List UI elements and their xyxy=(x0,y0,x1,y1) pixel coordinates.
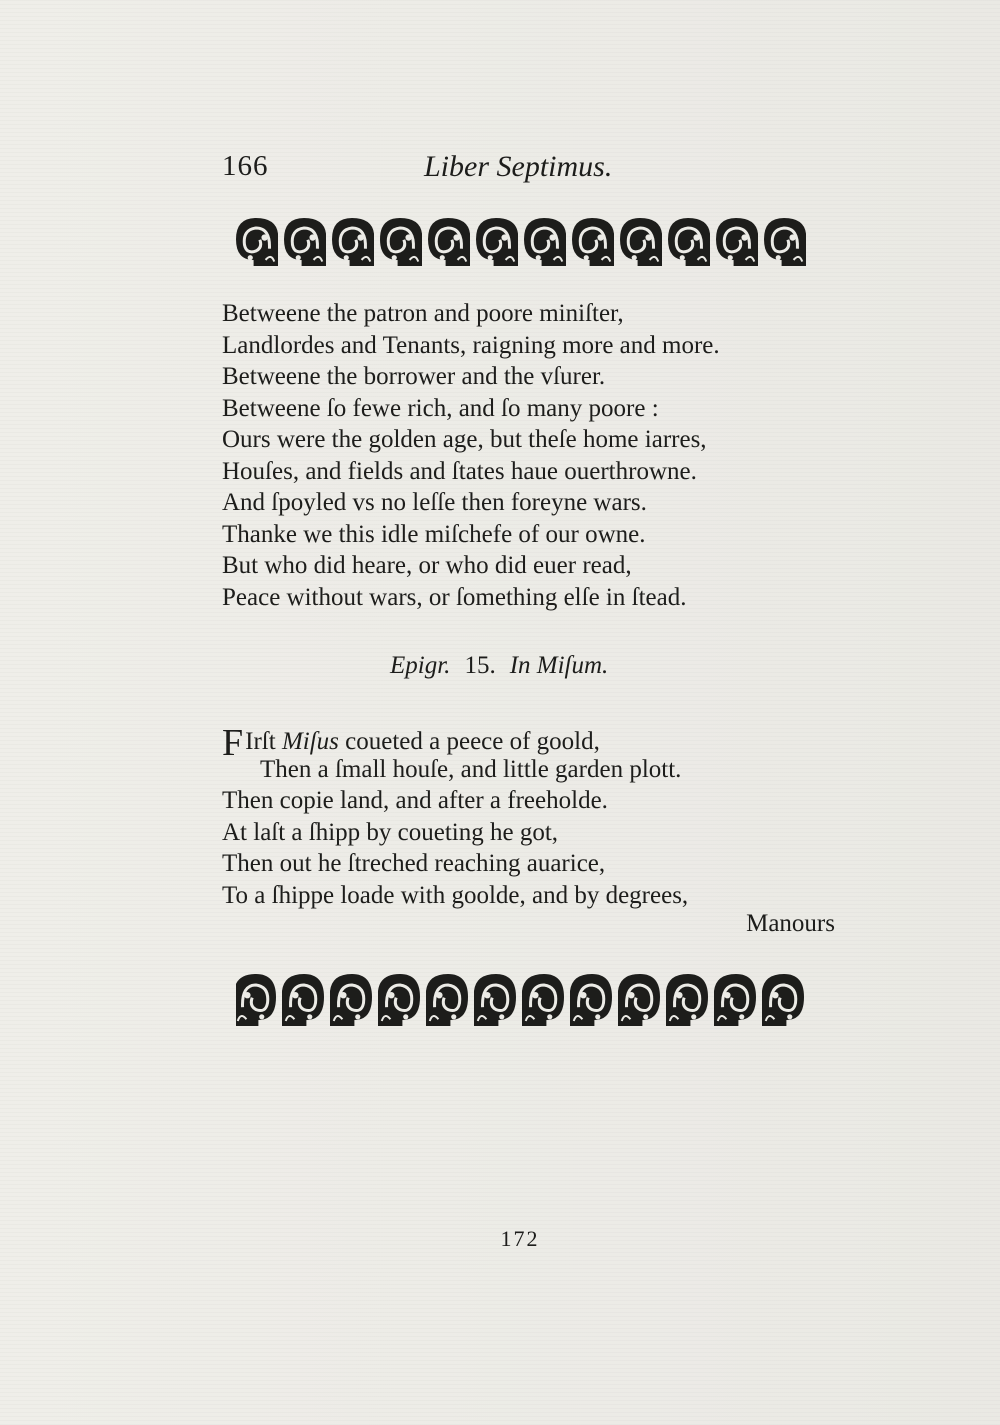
ornament-scroll xyxy=(762,974,804,1026)
epigram-number: 15. xyxy=(464,652,496,679)
verse-line: Landlordes and Tenants, raigning more and more. xyxy=(222,331,720,359)
ornament-scrolls-top xyxy=(236,218,806,266)
ornament-scroll xyxy=(428,218,470,266)
verse-line: And ſpoyled vs no leſſe then foreyne wars. xyxy=(222,489,647,516)
ornament-scroll xyxy=(236,218,278,266)
ornament-scroll xyxy=(716,218,758,266)
verse-line-first xyxy=(222,722,688,764)
ornament-scroll xyxy=(524,218,566,266)
ornament-scroll xyxy=(474,974,516,1026)
ornament-scroll xyxy=(620,218,662,266)
ornament-scroll xyxy=(330,974,372,1026)
running-title: Liber Septimus. xyxy=(424,150,613,183)
verse-line: But who did heare, or who did euer read, xyxy=(222,552,632,579)
ornament-scroll xyxy=(476,218,518,266)
stanza-2 xyxy=(222,722,688,911)
first-line-name: Miſus xyxy=(281,728,339,755)
verse-line: Thanke we this idle miſchefe of our owne. xyxy=(222,520,646,548)
ornament-scroll xyxy=(332,218,374,266)
page-number-top: 166 xyxy=(222,150,269,182)
ornament-scroll xyxy=(764,218,806,266)
ornament-scroll xyxy=(618,974,660,1026)
verse-line: Betweene the borrower and the vſurer. xyxy=(222,363,606,390)
page-number-bottom: 172 xyxy=(500,1226,540,1251)
ornament-scroll xyxy=(666,974,708,1026)
verse-line: Then a ſmall houſe, and little garden plott. xyxy=(260,755,682,783)
epigram-subject: In Miſum. xyxy=(509,652,609,679)
verse-line: Betweene ſo fewe rich, and ſo many poore : xyxy=(222,394,659,422)
ornament-scroll xyxy=(282,974,324,1026)
epigram-label: Epigr. xyxy=(390,652,451,679)
verse-line: To a ſhippe loade with goolde, and by degrees, xyxy=(222,881,689,909)
stanza-1 xyxy=(222,298,720,613)
verse-line: Ours were the golden age, but theſe home iarres, xyxy=(222,426,707,453)
ornament-scroll xyxy=(714,974,756,1026)
verse-line: Peace without wars, or ſomething elſe in ſtead. xyxy=(222,583,687,611)
catchword: Manours xyxy=(746,910,835,937)
running-head xyxy=(222,150,642,190)
top-ornament-svg xyxy=(236,214,808,270)
epigram-heading xyxy=(390,652,608,680)
bottom-ornament-svg xyxy=(236,970,808,1030)
ornament-scroll xyxy=(570,974,612,1026)
ornament-scroll xyxy=(236,974,276,1026)
ornament-scroll xyxy=(426,974,468,1026)
top-ornament-band xyxy=(236,214,808,270)
first-line-start: Irſt xyxy=(245,728,282,755)
drop-cap: F xyxy=(222,722,244,764)
bottom-ornament-band xyxy=(236,970,808,1030)
ornament-scroll xyxy=(668,218,710,266)
verse-line: Betweene the patron and poore miniſter, xyxy=(222,300,624,327)
ornament-scroll xyxy=(378,974,420,1026)
ornament-scroll xyxy=(572,218,614,266)
ornament-scrolls-bottom xyxy=(236,974,804,1026)
verse-line: Then out he ſtreched reaching auarice, xyxy=(222,850,606,877)
ornament-scroll xyxy=(522,974,564,1026)
ornament-scroll xyxy=(284,218,326,266)
ornament-scroll xyxy=(380,218,422,266)
verse-line: Houſes, and fields and ſtates haue ouerthrowne. xyxy=(222,457,697,485)
verse-line: Then copie land, and after a freeholde. xyxy=(222,787,608,814)
verse-line: At laſt a ſhipp by coueting he got, xyxy=(222,818,559,846)
first-line-end: coueted a peece of goold, xyxy=(338,728,600,755)
